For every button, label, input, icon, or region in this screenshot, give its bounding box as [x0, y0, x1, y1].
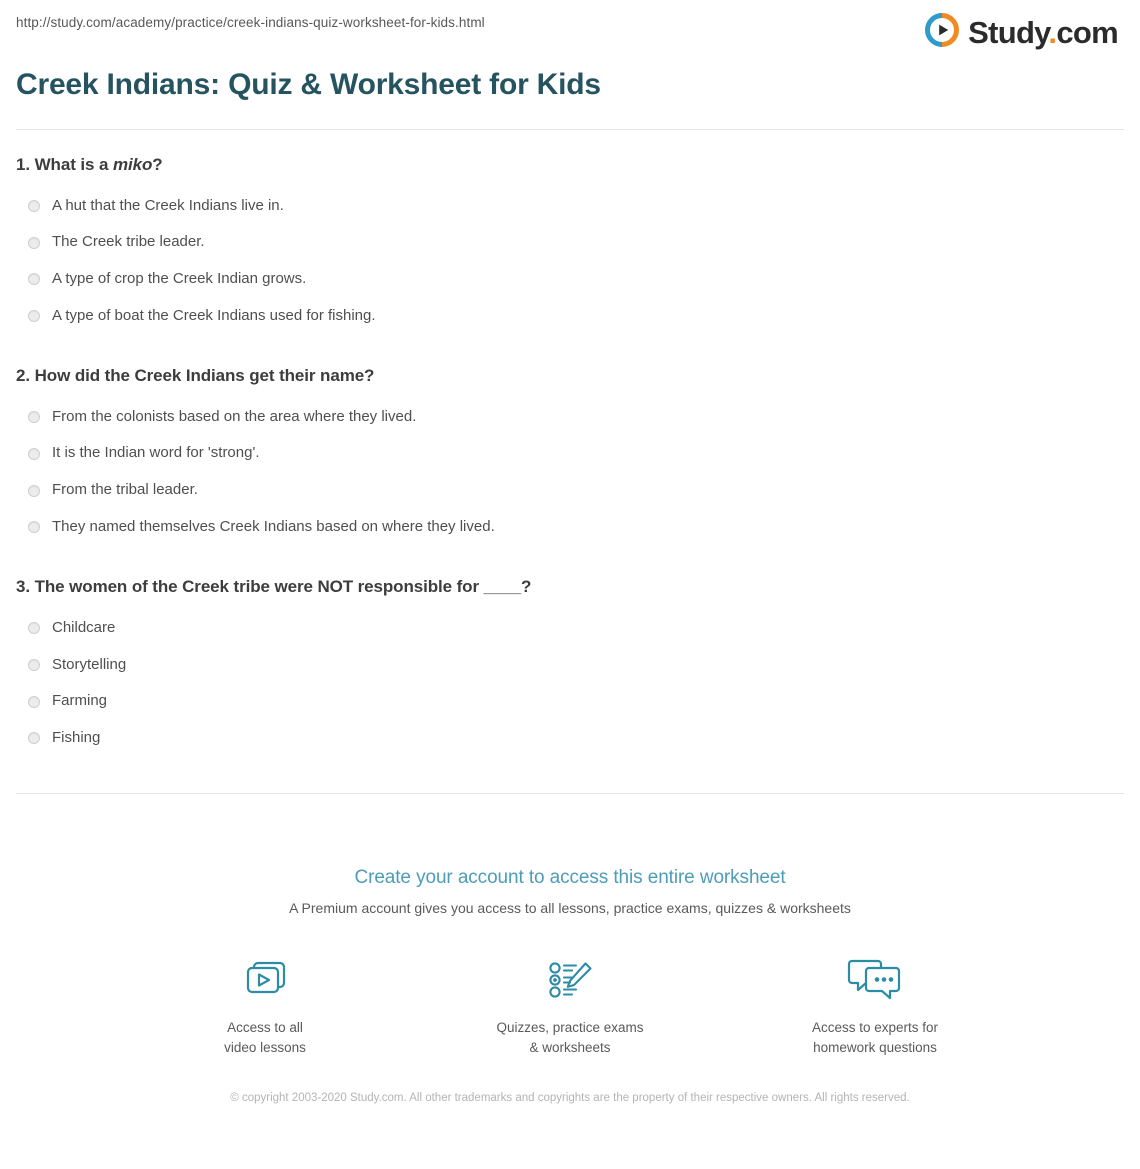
study-com-logo[interactable] — [925, 13, 1124, 52]
answer-option[interactable] — [16, 224, 1124, 261]
answer-option[interactable] — [16, 647, 1124, 684]
page-title: Creek Indians: Quiz & Worksheet for Kids — [16, 68, 601, 101]
perk-label-line1: Quizzes, practice exams — [496, 1019, 644, 1035]
answer-option-label: Farming — [52, 692, 108, 710]
answer-option-label: A hut that the Creek Indians live in. — [52, 196, 284, 214]
logo-wordmark — [968, 17, 1118, 48]
answer-option[interactable] — [16, 435, 1124, 472]
answer-option[interactable] — [16, 261, 1124, 298]
video-stack-play-icon — [183, 954, 348, 1006]
perk-label-line1: Access to all — [227, 1019, 303, 1035]
answer-option-label: Childcare — [52, 618, 116, 636]
question-text — [16, 365, 1124, 387]
perk-quizzes-worksheets — [488, 954, 653, 1059]
answer-options — [16, 188, 1124, 335]
question-number: 3. — [16, 576, 30, 596]
perk-expert-help — [793, 954, 958, 1059]
radio-button-icon[interactable] — [28, 411, 40, 423]
perk-label — [793, 1018, 958, 1059]
copyright-text: © copyright 2003-2020 Study.com. All other trademarks and copyrights are the property of their respective owners. All rights reserved. — [230, 1092, 910, 1105]
logo-dot: . — [1048, 15, 1057, 50]
answer-options — [16, 399, 1124, 546]
question-block — [16, 576, 1124, 757]
radio-button-icon[interactable] — [28, 732, 40, 744]
radio-button-icon[interactable] — [28, 622, 40, 634]
logo-word-com: com — [1056, 15, 1118, 50]
perk-video-lessons — [183, 954, 348, 1059]
answer-option-label: Fishing — [52, 729, 101, 747]
answer-option-label: The Creek tribe leader. — [52, 233, 205, 251]
answer-option[interactable] — [16, 399, 1124, 436]
radio-button-icon[interactable] — [28, 448, 40, 460]
chat-bubbles-icon — [793, 954, 958, 1006]
radio-button-icon[interactable] — [28, 485, 40, 497]
question-number: 1. — [16, 154, 30, 174]
answer-option[interactable] — [16, 509, 1124, 546]
answer-option[interactable] — [16, 720, 1124, 757]
radio-button-icon[interactable] — [28, 659, 40, 671]
question-text — [16, 576, 1124, 598]
radio-button-icon[interactable] — [28, 521, 40, 533]
radio-button-icon[interactable] — [28, 237, 40, 249]
answer-option-label: Storytelling — [52, 655, 127, 673]
perk-label-line2: video lessons — [224, 1039, 306, 1055]
radio-button-icon[interactable] — [28, 696, 40, 708]
premium-subtitle: A Premium account gives you access to all lessons, practice exams, quizzes & worksheets — [289, 900, 851, 917]
question-block — [16, 365, 1124, 546]
question-prompt-prefix: How did the Creek Indians get their name? — [34, 365, 375, 385]
question-prompt-emphasis: miko — [112, 154, 153, 174]
answer-option-label: From the colonists based on the area where they lived. — [52, 407, 417, 425]
answer-option-label: From the tribal leader. — [52, 481, 198, 499]
question-text — [16, 154, 1124, 176]
perk-label-line2: homework questions — [813, 1039, 937, 1055]
checklist-pencil-icon — [488, 954, 653, 1006]
page-header — [16, 0, 1124, 52]
answer-option[interactable] — [16, 610, 1124, 647]
perk-label-line2: & worksheets — [529, 1039, 611, 1055]
radio-button-icon[interactable] — [28, 200, 40, 212]
answer-options — [16, 610, 1124, 757]
answer-option[interactable] — [16, 298, 1124, 335]
question-prompt-suffix: ? — [152, 154, 163, 174]
premium-perks — [16, 954, 1124, 1059]
play-circle-icon — [925, 13, 959, 52]
premium-cta-section — [16, 830, 1124, 1127]
question-prompt-prefix: The women of the Creek tribe were NOT responsible for ____? — [34, 576, 532, 596]
answer-option-label: They named themselves Creek Indians based on where they lived. — [52, 517, 495, 535]
logo-word-study: Study — [968, 15, 1049, 50]
answer-option-label: It is the Indian word for 'strong'. — [52, 444, 260, 462]
question-block — [16, 154, 1124, 335]
question-prompt-prefix: What is a — [34, 154, 113, 174]
question-number: 2. — [16, 365, 30, 385]
answer-option[interactable] — [16, 683, 1124, 720]
cta-divider — [16, 793, 1124, 794]
quiz-questions — [16, 130, 1124, 757]
radio-button-icon[interactable] — [28, 273, 40, 285]
perk-label — [488, 1018, 653, 1059]
radio-button-icon[interactable] — [28, 310, 40, 322]
answer-option[interactable] — [16, 472, 1124, 509]
page-url: http://study.com/academy/practice/creek-indians-quiz-worksheet-for-kids.html — [16, 15, 485, 30]
answer-option-label: A type of boat the Creek Indians used for fishing. — [52, 306, 376, 324]
perk-label-line1: Access to experts for — [811, 1019, 939, 1035]
create-account-link[interactable]: Create your account to access this entire worksheet — [354, 866, 786, 888]
answer-option-label: A type of crop the Creek Indian grows. — [52, 270, 307, 288]
perk-label — [183, 1018, 348, 1059]
answer-option[interactable] — [16, 188, 1124, 225]
